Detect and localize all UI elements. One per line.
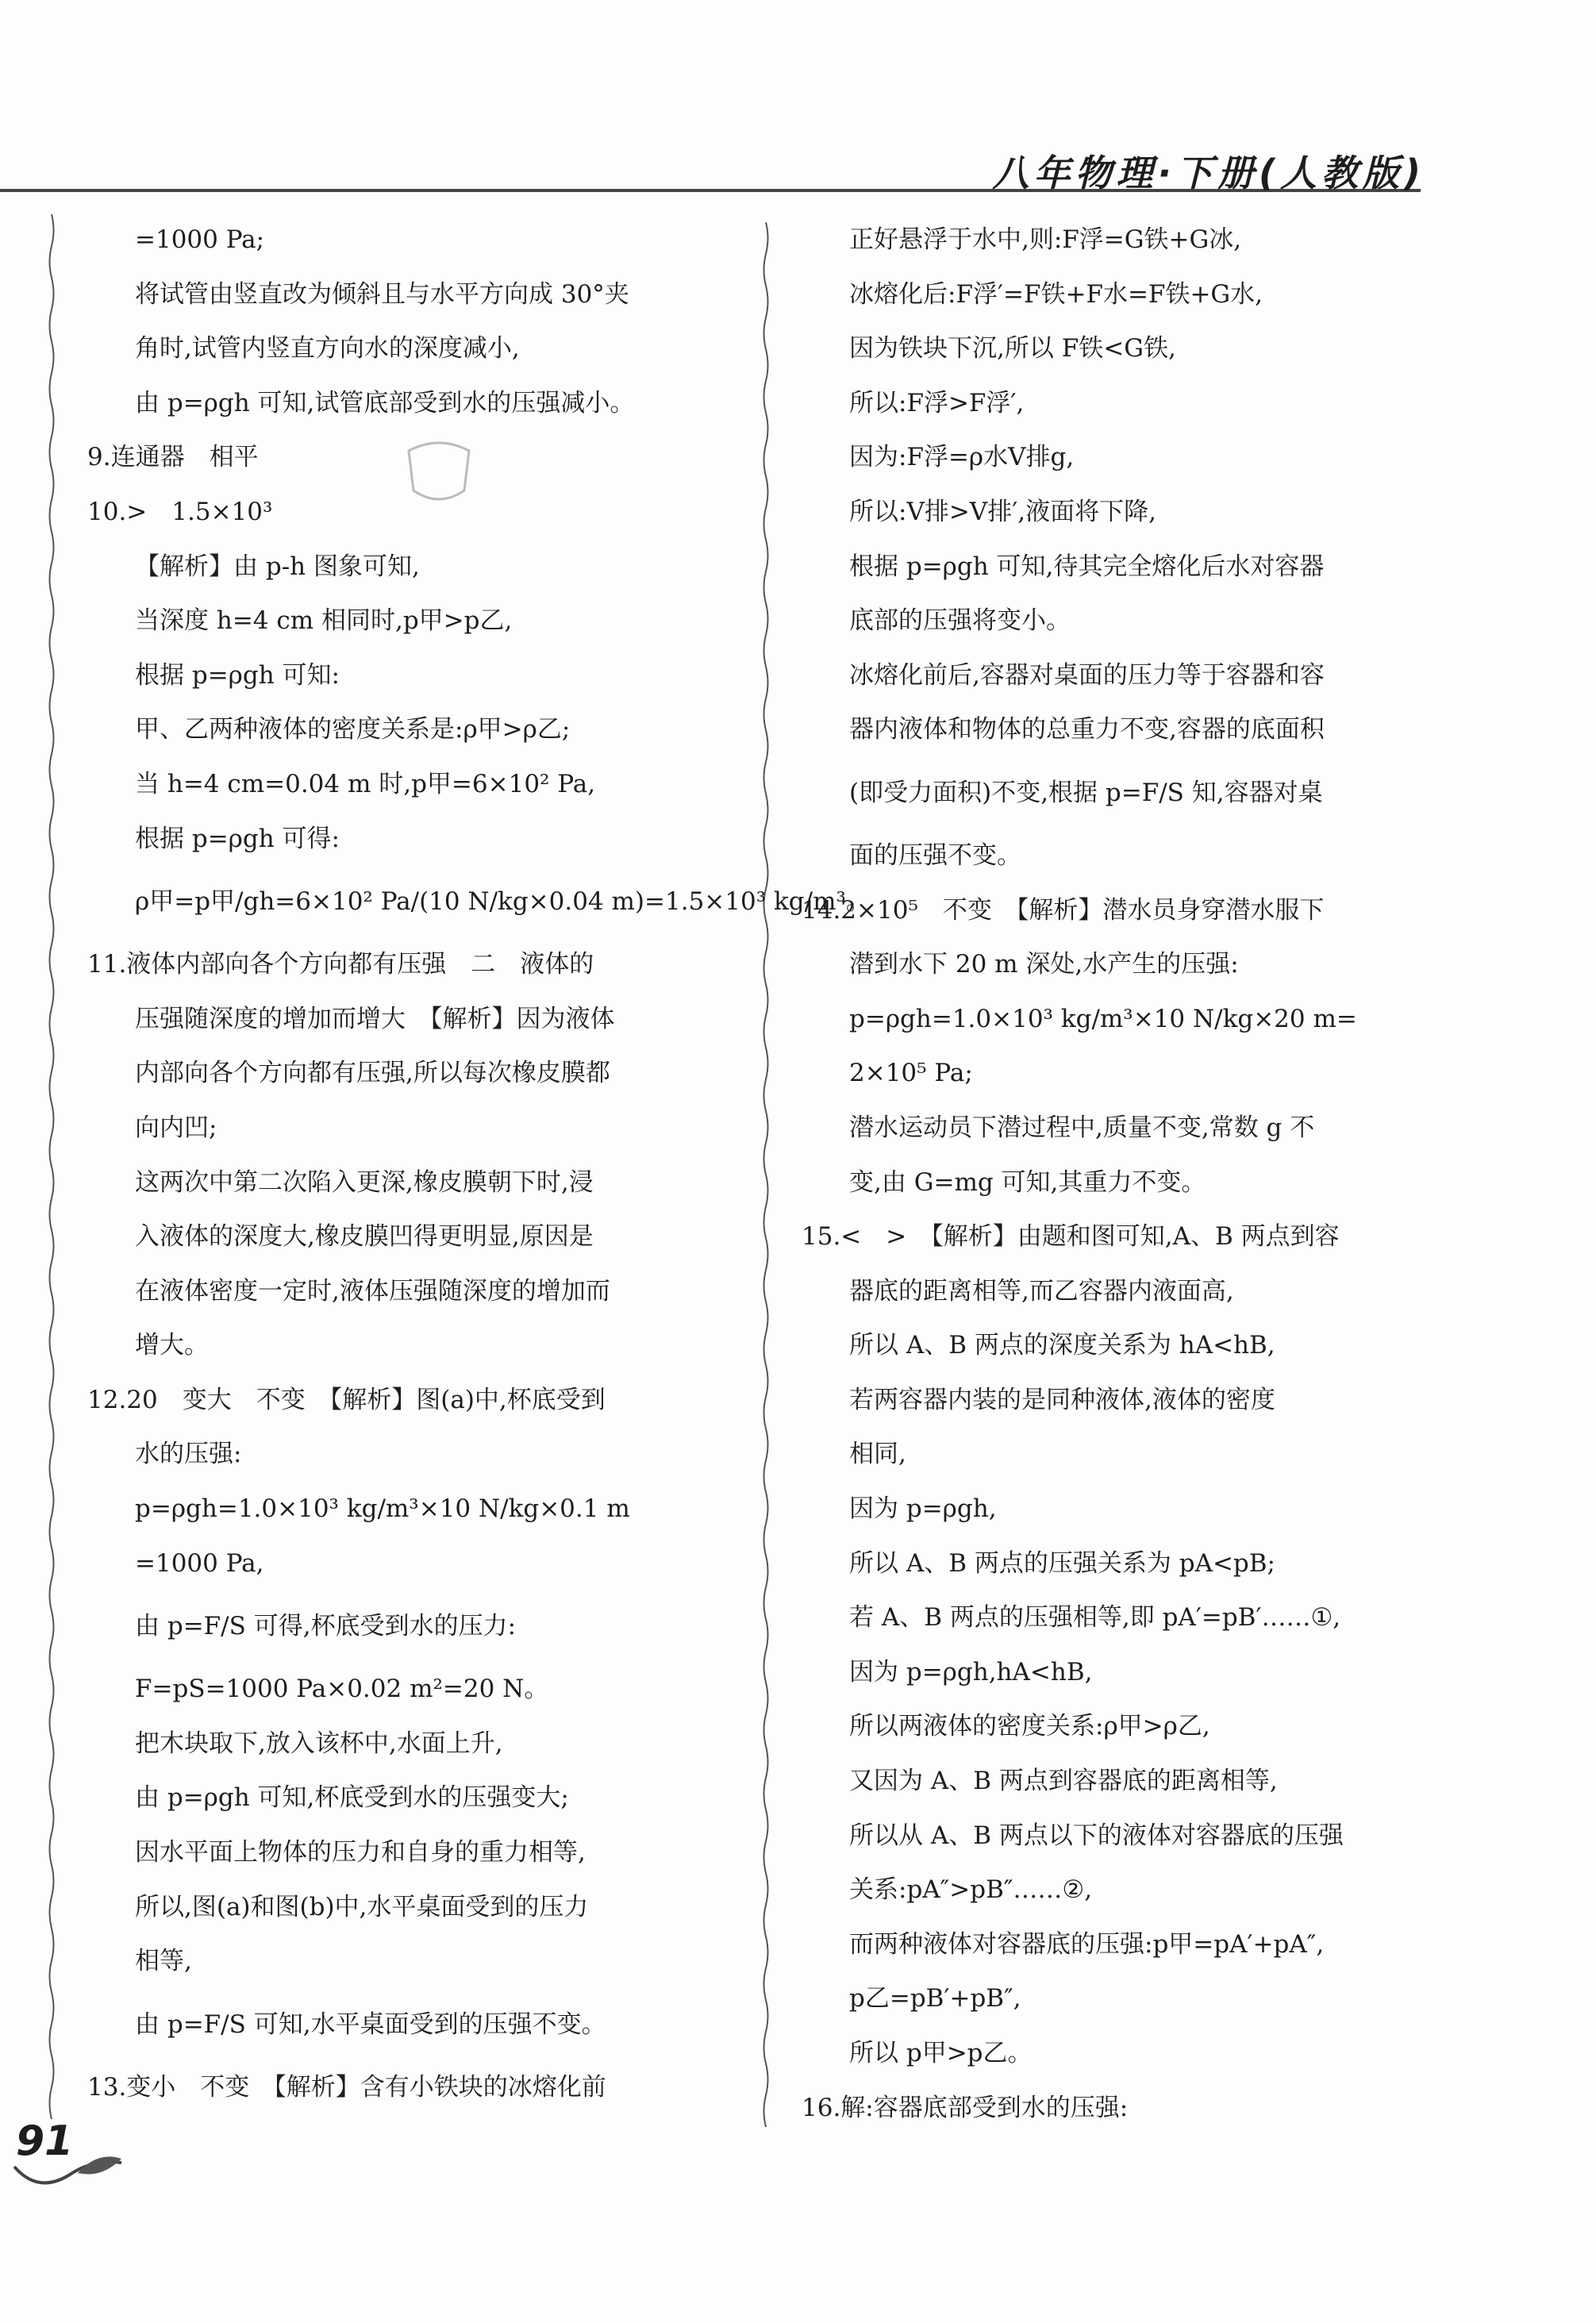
answer-item: 10.> 1.5×10³ (87, 497, 273, 526)
text-line: 水的压强: (135, 1440, 242, 1469)
formula-line: ρ甲=p甲/gh=6×10² Pa/(10 N/kg×0.04 m)=1.5×10³ kg/m³。 (135, 887, 871, 917)
column-divider-wave (760, 222, 771, 2151)
text-line: 若 A、B 两点的压强相等,即 pA′=pB′……①, (849, 1603, 1341, 1633)
text-line: 增大。 (135, 1331, 209, 1360)
book-title: 八年物理·下册(人教版) (992, 152, 1425, 194)
text-line: 甲、乙两种液体的密度关系是:ρ甲>ρ乙; (135, 715, 571, 744)
page-number: 91 (16, 2117, 74, 2165)
text-line: 相同, (849, 1440, 906, 1469)
text-line: 器内液体和物体的总重力不变,容器的底面积 (849, 715, 1325, 744)
text-line: 潜到水下 20 m 深处,水产生的压强: (849, 950, 1239, 979)
answer-item: 15.< > 【解析】由题和图可知,A、B 两点到容 (802, 1222, 1340, 1252)
left-column (87, 213, 871, 2114)
text-line: 又因为 A、B 两点到容器底的距离相等, (849, 1767, 1278, 1796)
text-line: 2×10⁵ Pa; (849, 1059, 973, 1088)
text-line: 因为:F浮=ρ水V排g, (849, 443, 1075, 472)
text-line: 因为 p=ρgh, (849, 1494, 997, 1524)
text-line: p=ρgh=1.0×10³ kg/m³×10 N/kg×20 m= (849, 1004, 1357, 1033)
text-line: 压强随深度的增加而增大 【解析】因为液体 (135, 1004, 615, 1033)
text-line: 所以:F浮>F浮′, (849, 388, 1025, 417)
text-line: 所以:V排>V排′,液面将下降, (849, 497, 1156, 526)
page-header (0, 0, 1596, 206)
text-line: =1000 Pa; (135, 225, 265, 254)
text-line: 关系:pA″>pB″……②, (849, 1875, 1093, 1905)
answer-item: 9.连通器 相平 (87, 443, 259, 472)
text-line: F=pS=1000 Pa×0.02 m²=20 N。 (135, 1675, 549, 1704)
answer-item: 12.20 变大 不变 【解析】图(a)中,杯底受到 (87, 1385, 606, 1414)
text-line: 内部向各个方向都有压强,所以每次橡皮膜都 (135, 1059, 610, 1088)
text-line: 因为 p=ρgh,hA<hB, (849, 1657, 1093, 1686)
text-line: 将试管由竖直改为倾斜且与水平方向成 30°夹 (135, 279, 629, 309)
text-line: 冰熔化前后,容器对桌面的压力等于容器和容 (849, 660, 1325, 690)
text-line: 因为铁块下沉,所以 F铁<G铁, (849, 334, 1176, 363)
text-line: 把木块取下,放入该杯中,水面上升, (135, 1729, 503, 1758)
answer-item: 11.液体内部向各个方向都有压强 二 液体的 (87, 950, 594, 979)
text-line: 由 p=ρgh 可知,试管底部受到水的压强减小。 (135, 388, 635, 417)
text-line: 底部的压强将变小。 (849, 606, 1071, 636)
text-line: 变,由 G=mg 可知,其重力不变。 (849, 1167, 1206, 1197)
answer-item: 16.解:容器底部受到水的压强: (802, 2093, 1129, 2122)
left-margin-wave (46, 214, 57, 2143)
right-column (802, 213, 1436, 2135)
text-line: 根据 p=ρgh 可得: (135, 824, 340, 853)
text-line: 因水平面上物体的压力和自身的重力相等, (135, 1838, 586, 1867)
text-line: 【解析】由 p-h 图象可知, (135, 552, 420, 581)
text-line: 而两种液体对容器底的压强:p甲=pA′+pA″, (849, 1929, 1325, 1959)
text-line: 向内凹; (135, 1113, 217, 1142)
text-line: 当深度 h=4 cm 相同时,p甲>p乙, (135, 606, 513, 636)
text-line: 所以 p甲>p乙。 (849, 2039, 1033, 2067)
text-line: =1000 Pa, (135, 1548, 264, 1578)
answer-item: 14.2×10⁵ 不变 【解析】潜水员身穿潜水服下 (802, 895, 1325, 925)
formula-line: 由 p=F/S 可知,水平桌面受到的压强不变。 (135, 2010, 606, 2039)
text-line: 若两容器内装的是同种液体,液体的密度 (849, 1385, 1275, 1414)
text-line: p乙=pB′+pB″, (849, 1984, 1021, 2013)
text-line: 在液体密度一定时,液体压强随深度的增加而 (135, 1276, 610, 1306)
text-line: 入液体的深度大,橡皮膜凹得更明显,原因是 (135, 1222, 594, 1252)
text-line: 面的压强不变。 (849, 840, 1021, 870)
text-line: p=ρgh=1.0×10³ kg/m³×10 N/kg×0.1 m (135, 1494, 630, 1524)
text-line: 根据 p=ρgh 可知: (135, 660, 340, 690)
text-line: 所以,图(a)和图(b)中,水平桌面受到的压力 (135, 1892, 589, 1921)
text-line: 当 h=4 cm=0.04 m 时,p甲=6×10² Pa, (135, 769, 596, 798)
text-line: 冰熔化后:F浮′=F铁+F水=F铁+G水, (849, 279, 1263, 309)
text-line: 这两次中第二次陷入更深,橡皮膜朝下时,浸 (135, 1167, 594, 1197)
text-line: 由 p=ρgh 可知,杯底受到水的压强变大; (135, 1783, 569, 1813)
text-line: 角时,试管内竖直方向水的深度减小, (135, 334, 520, 363)
text-line: 潜水运动员下潜过程中,质量不变,常数 g 不 (849, 1113, 1315, 1142)
text-line: 所以 A、B 两点的深度关系为 hA<hB, (849, 1331, 1275, 1360)
formula-line: (即受力面积)不变,根据 p=F/S 知,容器对桌 (849, 778, 1323, 807)
formula-line: 由 p=F/S 可得,杯底受到水的压力: (135, 1612, 517, 1641)
text-line: 根据 p=ρgh 可知,待其完全熔化后水对容器 (849, 552, 1325, 581)
text-line: 所以两液体的密度关系:ρ甲>ρ乙, (849, 1712, 1210, 1741)
text-line: 相等, (135, 1947, 192, 1976)
text-line: 所以从 A、B 两点以下的液体对容器底的压强 (849, 1821, 1344, 1850)
text-line: 所以 A、B 两点的压强关系为 pA<pB; (849, 1548, 1276, 1578)
text-line: 器底的距离相等,而乙容器内液面高, (849, 1276, 1234, 1306)
answer-item: 13.变小 不变 【解析】含有小铁块的冰熔化前 (87, 2072, 606, 2102)
text-line: 正好悬浮于水中,则:F浮=G铁+G冰, (849, 225, 1242, 254)
